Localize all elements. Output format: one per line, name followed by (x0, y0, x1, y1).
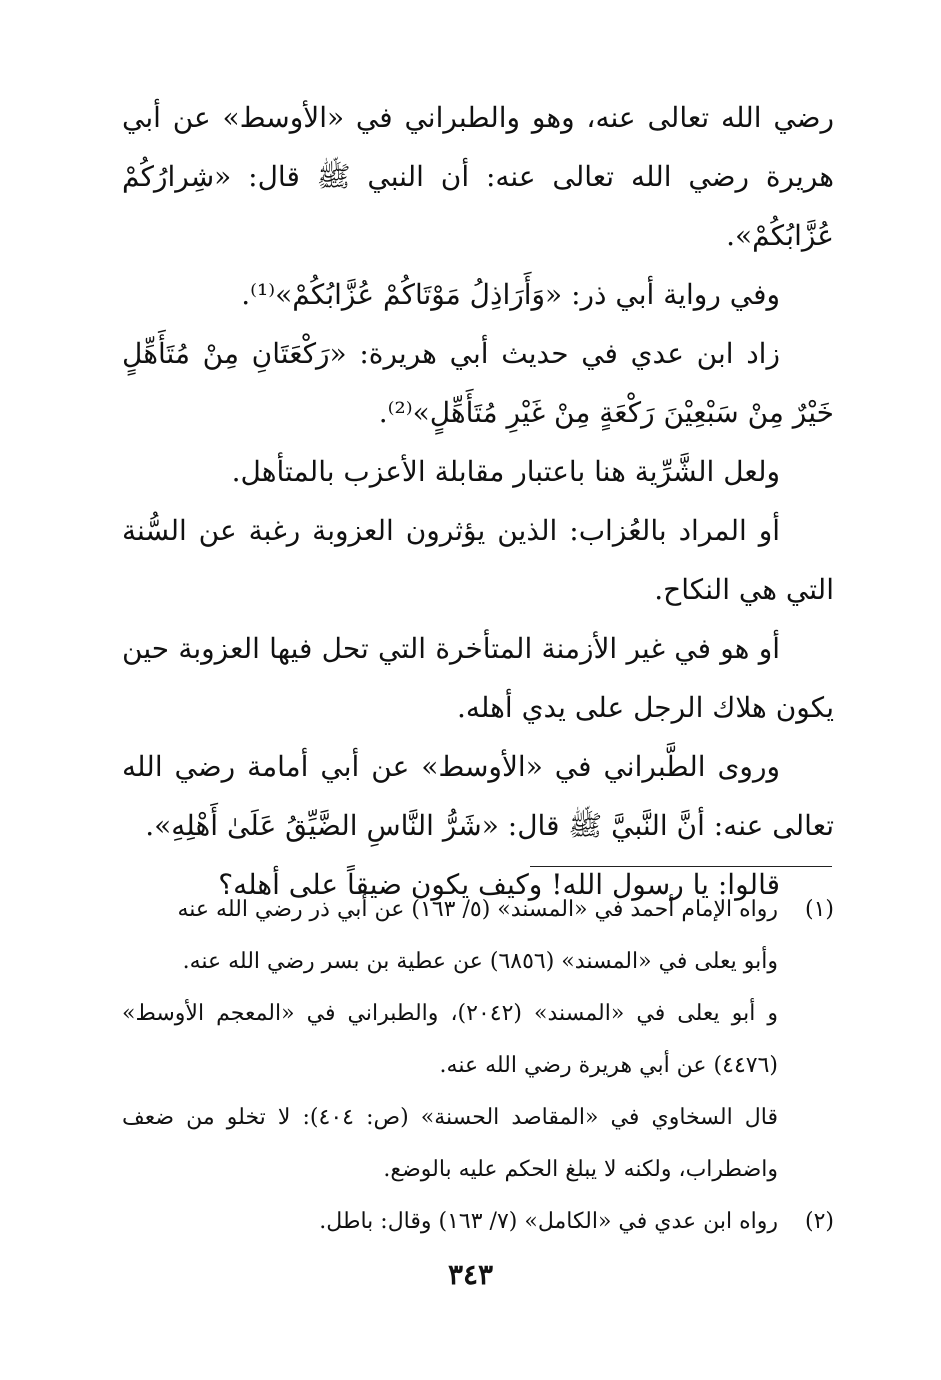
paragraph: أو هو في غير الأزمنة المتأخرة التي تحل فيها العزوبة حين يكون هلاك الرجل على يدي أهله. (122, 632, 834, 724)
main-text (122, 88, 834, 914)
footnote-separator (530, 866, 832, 867)
footnote-number: (١) (804, 897, 834, 922)
paragraph: أو المراد بالعُزاب: الذين يؤثرون العزوبة رغبة عن السُّنة التي هي النكاح. (122, 514, 834, 606)
footnote-number: (٢) (804, 1209, 834, 1234)
paragraph: رضي الله تعالى عنه، وهو والطبراني في «الأوسط» عن أبي هريرة رضي الله تعالى عنه: أن النبي ﷺ قال: «شِرارُكُمْ عُزَّابُكُمْ». (122, 101, 834, 252)
footnote-text: و أبو يعلى في «المسند» (٢٠٤٢)، والطبراني في «المعجم الأوسط» (٤٤٧٦) عن أبي هريرة رضي الله عنه. (122, 1001, 779, 1078)
footnote-2 (122, 1196, 834, 1248)
footnotes (122, 884, 834, 1248)
footnote-text: وأبو يعلى في «المسند» (٦٨٥٦) عن عطية بن بسر رضي الله عنه. (182, 949, 778, 974)
page-number: ٣٤٣ (447, 1258, 494, 1291)
footnote-text: رواه ابن عدي في «الكامل» (٧/ ١٦٣) وقال: باطل. (319, 1209, 778, 1234)
paragraph: وفي رواية أبي ذر: «وَأَرَاذِلُ مَوْتَاكُمْ عُزَّابُكُمْ»⁽¹⁾. (241, 278, 780, 311)
paragraph: قالوا: يا رسول الله! وكيف يكون ضيقاً على أهله؟ (218, 868, 780, 901)
paragraph: زاد ابن عدي في حديث أبي هريرة: «رَكْعَتَانِ مِنْ مُتَأَهِّلٍ خَيْرٌ مِنْ سَبْعِيْنَ رَكْعَةٍ مِنْ غَيْرِ مُتَأَهِّلٍ»⁽²⁾. (122, 337, 834, 429)
footnote-1 (122, 884, 834, 936)
paragraph: وروى الطَّبراني في «الأوسط» عن أبي أمامة رضي الله تعالى عنه: أنَّ النَّبيَّ ﷺ قال: «شَرُّ النَّاسِ الضَّيِّقُ عَلَىٰ أَهْلِهِ». (122, 750, 834, 842)
paragraph: ولعل الشَّرِّية هنا باعتبار مقابلة الأعزب بالمتأهل. (231, 455, 780, 488)
footnote-text: قال السخاوي في «المقاصد الحسنة» (ص: ٤٠٤): لا تخلو من ضعف واضطراب، ولكنه لا يبلغ الحكم عليه بالوضع. (122, 1105, 778, 1182)
footnote-text: رواه الإمام أحمد في «المسند» (٥/ ١٦٣) عن أبي ذر رضي الله عنه (177, 897, 778, 922)
